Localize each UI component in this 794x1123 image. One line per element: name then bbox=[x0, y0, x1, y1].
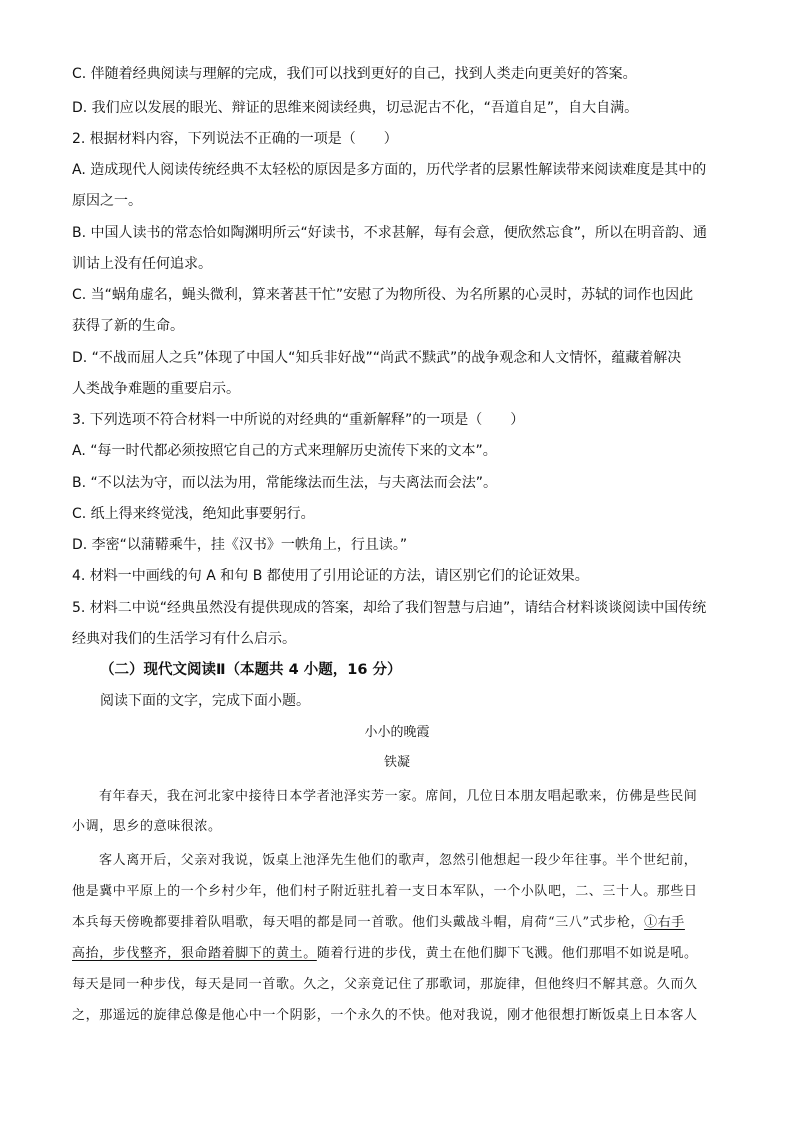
q2-option-b-line1: B. 中国人读书的常态恰如陶渊明所云“好读书，不求甚解，每有会意，便欣然忘食”，所以在明音韵、通 bbox=[72, 225, 708, 241]
q2-option-a-line2: 原因之一。 bbox=[72, 193, 142, 209]
story-title: 小小的晚霞 bbox=[364, 725, 430, 740]
q3-option-a: A. “每一时代都必须按照它自己的方式来理解历史流传下来的文本”。 bbox=[72, 443, 497, 459]
q2-option-d-line2: 人类战争难题的重要启示。 bbox=[72, 381, 240, 397]
story-paragraph-2-line2: 他是冀中平原上的一个乡村少年，他们村子附近驻扎着一支日本军队，一个小队吧，二、三十人。那些日 bbox=[72, 884, 698, 899]
q5-stem-line2: 经典对我们的生活学习有什么启示。 bbox=[72, 631, 296, 647]
underlined-sentence-1-end: 高抬，步伐整齐，狠命踏着脚下的黄土。 bbox=[72, 946, 317, 961]
q3-option-d: D. 李密“以蒲鞯乘牛，挂《汉书》一帙角上，行且读。” bbox=[72, 537, 408, 553]
story-text: 随着行进的步伐，黄土在他们脚下飞溅。他们那唱不如说是吼。 bbox=[316, 946, 698, 961]
story-author: 铁凝 bbox=[383, 755, 410, 770]
q5-stem-line1: 5. 材料二中说“经典虽然没有提供现成的答案，却给了我们智慧与启迪”，请结合材料谈谈阅读中国传统 bbox=[72, 600, 707, 616]
story-paragraph-2-line3 bbox=[72, 914, 732, 932]
q1-option-c: C. 伴随着经典阅读与理解的完成，我们可以找到更好的自己，找到人类走向更美好的答案。 bbox=[72, 66, 637, 82]
story-paragraph-1-line1: 有年春天，我在河北家中接待日本学者池泽实芳一家。席间，几位日本朋友唱起歌来，仿佛是些民间 bbox=[99, 789, 698, 804]
q2-option-b-line2: 训诂上没有任何追求。 bbox=[72, 256, 212, 272]
story-paragraph-1-line2: 小调，思乡的意味很浓。 bbox=[72, 819, 222, 834]
section-heading: （二）现代文阅读Ⅱ（本题共 4 小题，16 分） bbox=[100, 662, 402, 678]
q2-option-c-line1: C. 当“蜗角虚名，蝇头微利，算来著甚干忙”安慰了为物所役、为名所累的心灵时，苏轼的词作也因此 bbox=[72, 287, 694, 303]
story-paragraph-2-line4 bbox=[72, 945, 732, 963]
q2-option-d-line1: D. “不战而屈人之兵”体现了中国人“知兵非好战”“尚武不黩武”的战争观念和人文情怀，蕴藏着解决 bbox=[72, 350, 682, 366]
underlined-sentence-1-start: ①右手 bbox=[644, 915, 685, 930]
story-paragraph-2-line5: 每天是同一种步伐，每天是同一首歌。久之，父亲竟记住了那歌词，那旋律，但他终归不解其意。久而久 bbox=[72, 977, 698, 992]
q2-stem: 2. 根据材料内容，下列说法不正确的一项是（ ） bbox=[72, 131, 398, 147]
q3-stem: 3. 下列选项不符合材料一中所说的对经典的“重新解释”的一项是（ ） bbox=[72, 412, 525, 428]
story-paragraph-2-line1: 客人离开后，父亲对我说，饭桌上池泽先生他们的歌声，忽然引他想起一段少年往事。半个世纪前， bbox=[99, 853, 698, 868]
q2-option-c-line2: 获得了新的生命。 bbox=[72, 318, 184, 334]
story-paragraph-2-line6: 之，那遥远的旋律总像是他心中一个阴影，一个永久的不快。他对我说，刚才他很想打断饭桌上日本客人 bbox=[72, 1008, 698, 1023]
story-text: 本兵每天傍晚都要排着队唱歌，每天唱的都是同一首歌。他们头戴战斗帽，肩荷“三八”式步枪， bbox=[72, 915, 645, 930]
q2-option-a-line1: A. 造成现代人阅读传统经典不太轻松的原因是多方面的，历代学者的层累性解读带来阅读难度是其中的 bbox=[72, 162, 707, 178]
q1-option-d: D. 我们应以发展的眼光、辩证的思维来阅读经典，切忌泥古不化，“吾道自足”，自大自满。 bbox=[72, 100, 639, 116]
section-instruction: 阅读下面的文字，完成下面小题。 bbox=[100, 693, 310, 709]
q4-stem: 4. 材料一中画线的句 A 和句 B 都使用了引用论证的方法，请区别它们的论证效果。 bbox=[72, 568, 589, 584]
q3-option-b: B. “不以法为守，而以法为用，常能缘法而生法，与夫离法而会法”。 bbox=[72, 475, 498, 491]
q3-option-c: C. 纸上得来终觉浅，绝知此事要躬行。 bbox=[72, 506, 315, 522]
